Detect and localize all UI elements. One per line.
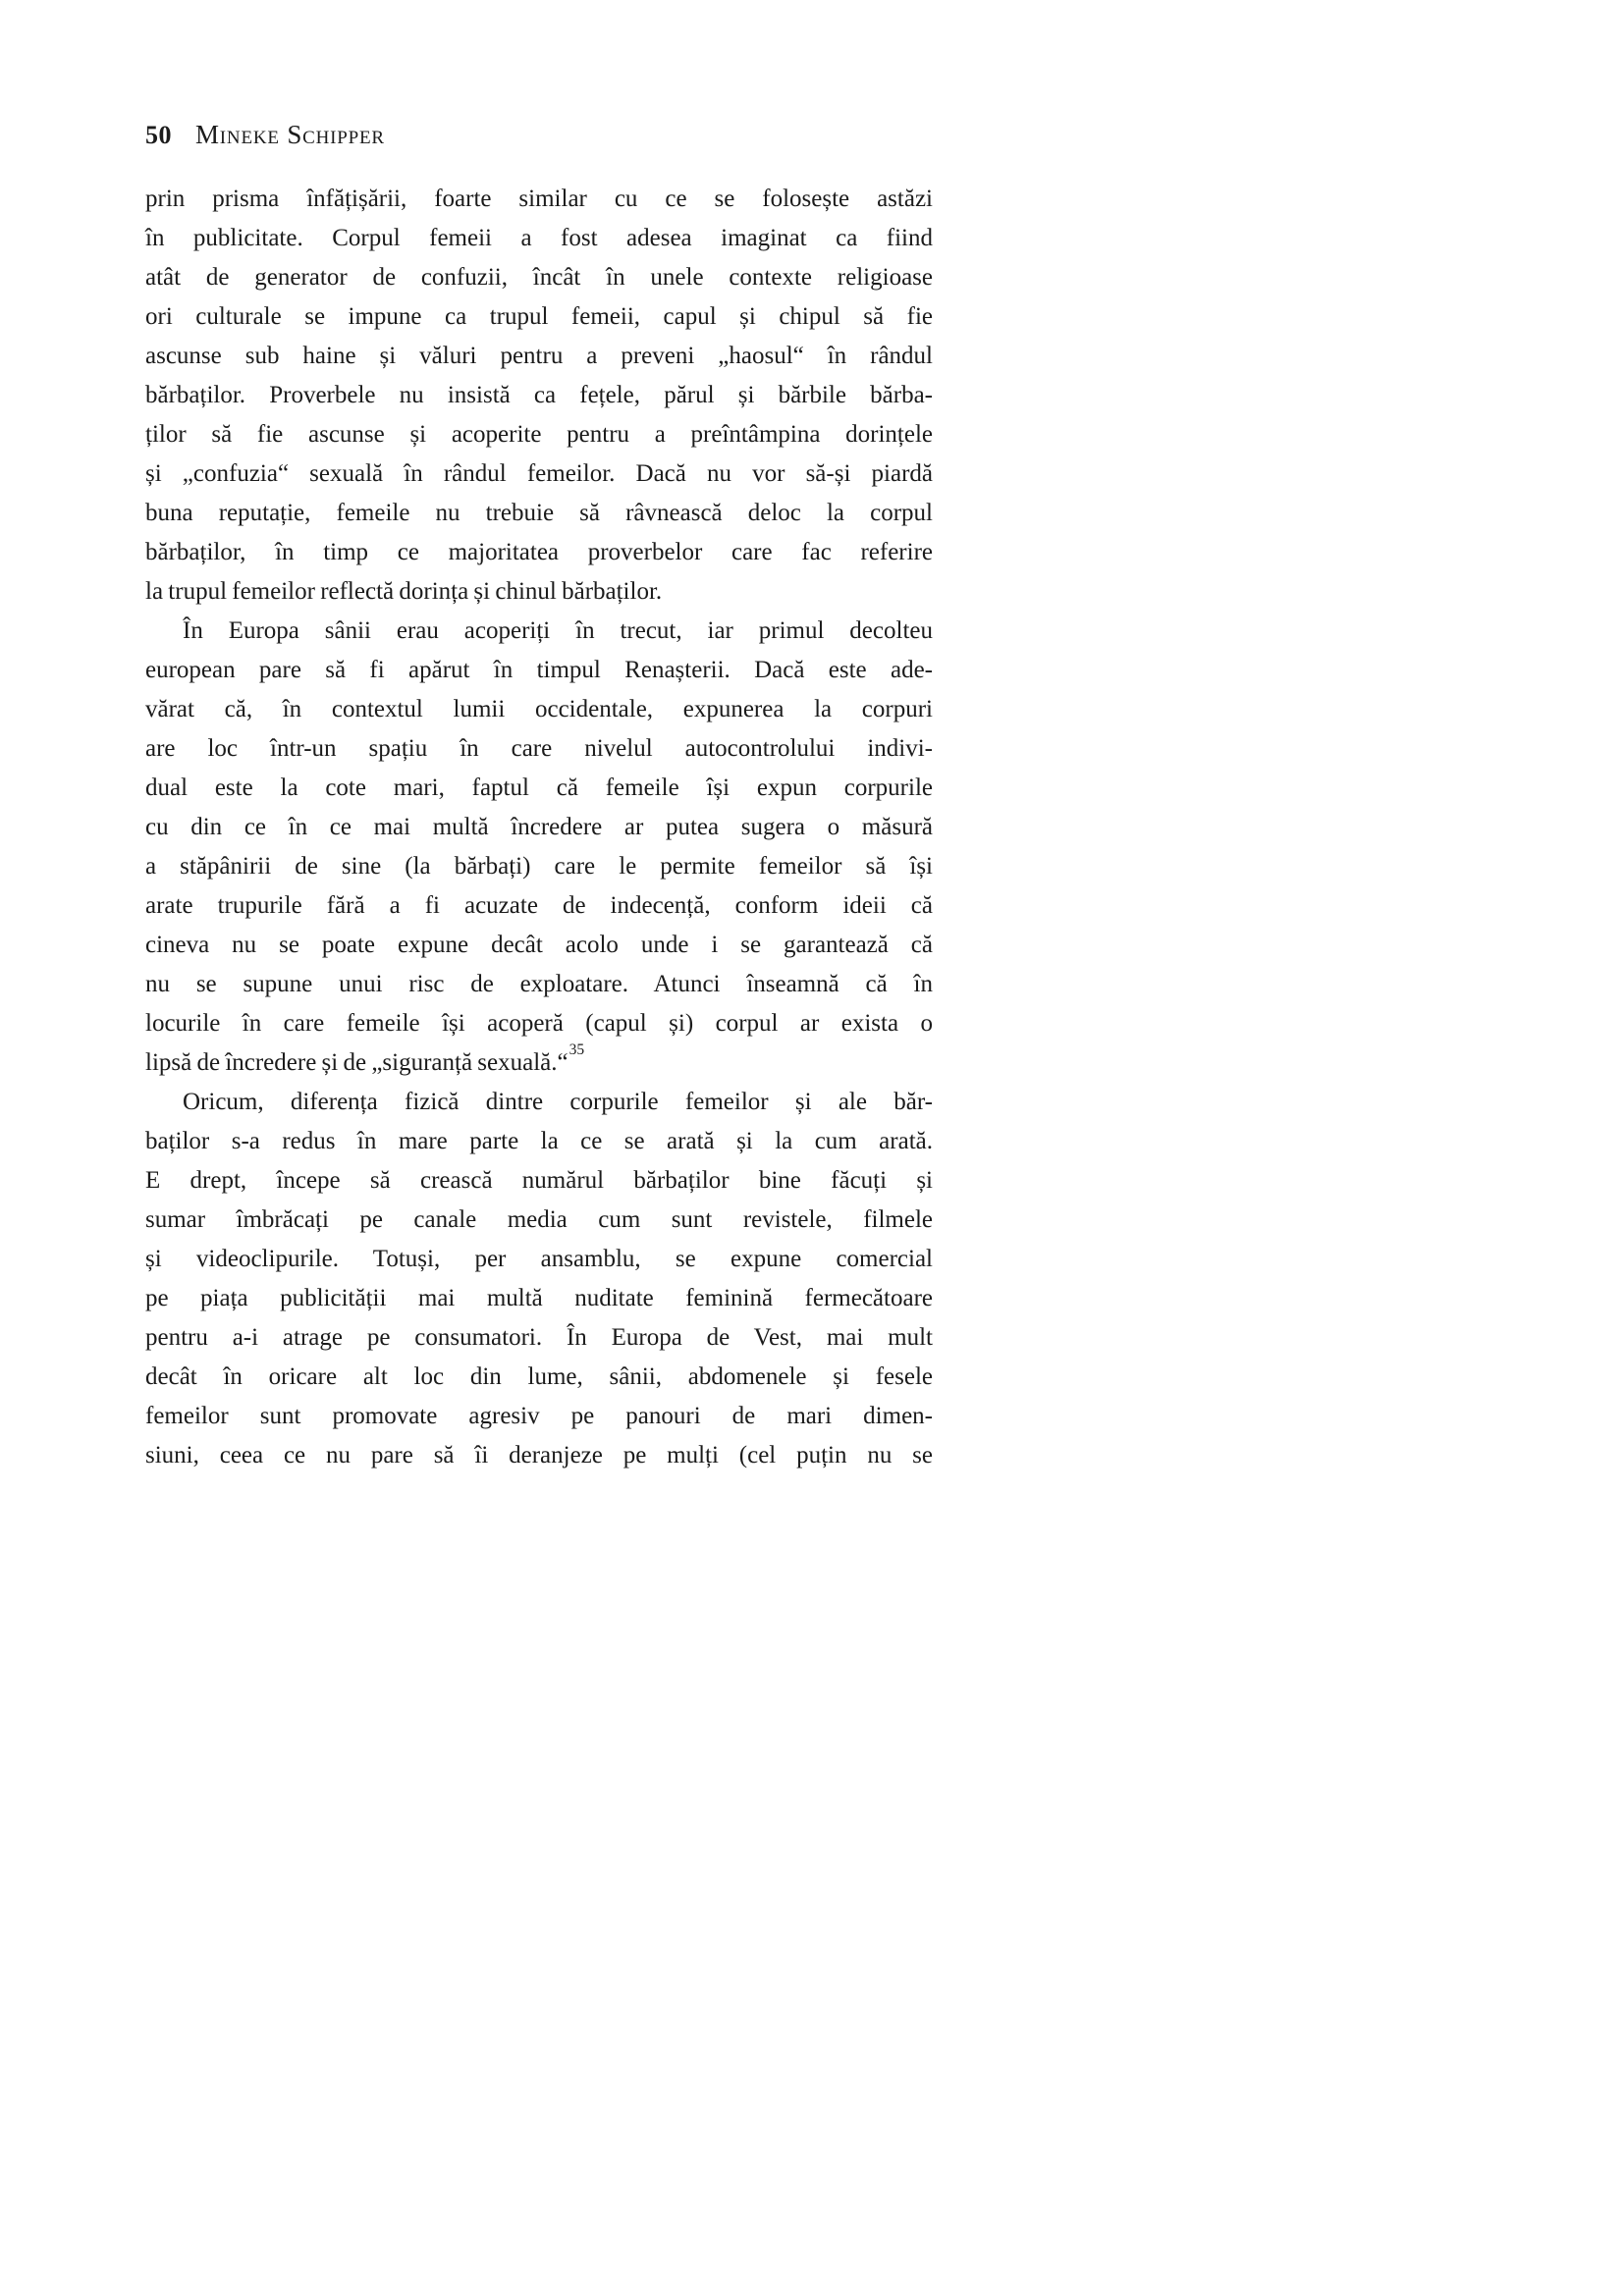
text-line: dual este la cote mari, faptul că femeile își expun corpurile bbox=[145, 774, 933, 801]
text-line: bărbaților. Proverbele nu insistă ca fețele, părul și bărbile bărba- bbox=[145, 382, 933, 408]
running-header bbox=[145, 120, 933, 150]
text-line: prin prisma înfățișării, foarte similar cu ce se folosește astăzi bbox=[145, 186, 933, 212]
text-line: baților s-a redus în mare parte la ce se arată și la cum arată. bbox=[145, 1128, 933, 1154]
footnote-ref: 35 bbox=[568, 1041, 585, 1058]
text-line: siuni, ceea ce nu pare să îi deranjeze pe mulți (cel puțin nu se bbox=[145, 1442, 933, 1468]
text-line: locurile în care femeile își acoperă (capul și) corpul ar exista o bbox=[145, 1010, 933, 1037]
text-line: atât de generator de confuzii, încât în unele contexte religioase bbox=[145, 264, 933, 291]
text-line: și videoclipurile. Totuși, per ansamblu, se expune comercial bbox=[145, 1246, 933, 1272]
paragraph bbox=[145, 1083, 933, 1475]
text-line: pe piața publicității mai multă nuditate feminină fermecătoare bbox=[145, 1285, 933, 1311]
text-block bbox=[145, 120, 933, 1475]
text-line: buna reputație, femeile nu trebuie să râvnească deloc la corpul bbox=[145, 500, 933, 526]
text-line: a stăpânirii de sine (la bărbați) care le permite femeilor să își bbox=[145, 853, 933, 880]
body-text bbox=[145, 180, 933, 1475]
text-line: are loc într-un spațiu în care nivelul autocontrolului indivi- bbox=[145, 735, 933, 762]
text-line: E drept, începe să crească numărul bărbaților bine făcuți și bbox=[145, 1167, 933, 1194]
text-line: cineva nu se poate expune decât acolo unde i se garantează că bbox=[145, 932, 933, 958]
text-line: la trupul femeilor reflectă dorința și chinul bărbaților. bbox=[145, 578, 663, 605]
text-line: ori culturale se impune ca trupul femeii, capul și chipul să fie bbox=[145, 303, 933, 330]
paragraph bbox=[145, 180, 933, 612]
page-number: 50 bbox=[145, 121, 172, 149]
text-line: european pare să fi apărut în timpul Renașterii. Dacă este ade- bbox=[145, 657, 933, 683]
text-line: arate trupurile fără a fi acuzate de indecență, conform ideii că bbox=[145, 892, 933, 919]
text-line: și „confuzia“ sexuală în rândul femeilor. Dacă nu vor să-și piardă bbox=[145, 460, 933, 487]
text-line: bărbaților, în timp ce majoritatea proverbelor care fac referire bbox=[145, 539, 933, 565]
text-line: decât în oricare alt loc din lume, sânii, abdomenele și fesele bbox=[145, 1363, 933, 1390]
text-line: ascunse sub haine și văluri pentru a preveni „haosul“ în rândul bbox=[145, 343, 933, 369]
text-line: În Europa sânii erau acoperiți în trecut, iar primul decolteu bbox=[183, 617, 933, 644]
text-line: lipsă de încredere și de „siguranță sexuală.“$^{35}$ bbox=[145, 1041, 585, 1076]
text-line: pentru a-i atrage pe consumatori. În Europa de Vest, mai mult bbox=[145, 1324, 933, 1351]
paragraph bbox=[145, 612, 933, 1083]
text-line: în publicitate. Corpul femeii a fost adesea imaginat ca fiind bbox=[145, 225, 933, 251]
running-head-author: Mineke Schipper bbox=[195, 120, 385, 149]
text-line: ților să fie ascunse și acoperite pentru a preîntâmpina dorințele bbox=[145, 421, 933, 448]
text-line: cu din ce în ce mai multă încredere ar putea sugera o măsură bbox=[145, 814, 933, 840]
text-line: nu se supune unui risc de exploatare. Atunci înseamnă că în bbox=[145, 971, 933, 997]
text-line: Oricum, diferența fizică dintre corpurile femeilor și ale băr- bbox=[183, 1089, 933, 1115]
text-line: femeilor sunt promovate agresiv pe panouri de mari dimen- bbox=[145, 1403, 933, 1429]
text-line: sumar îmbrăcați pe canale media cum sunt revistele, filmele bbox=[145, 1206, 933, 1233]
text-line: vărat că, în contextul lumii occidentale, expunerea la corpuri bbox=[145, 696, 933, 722]
